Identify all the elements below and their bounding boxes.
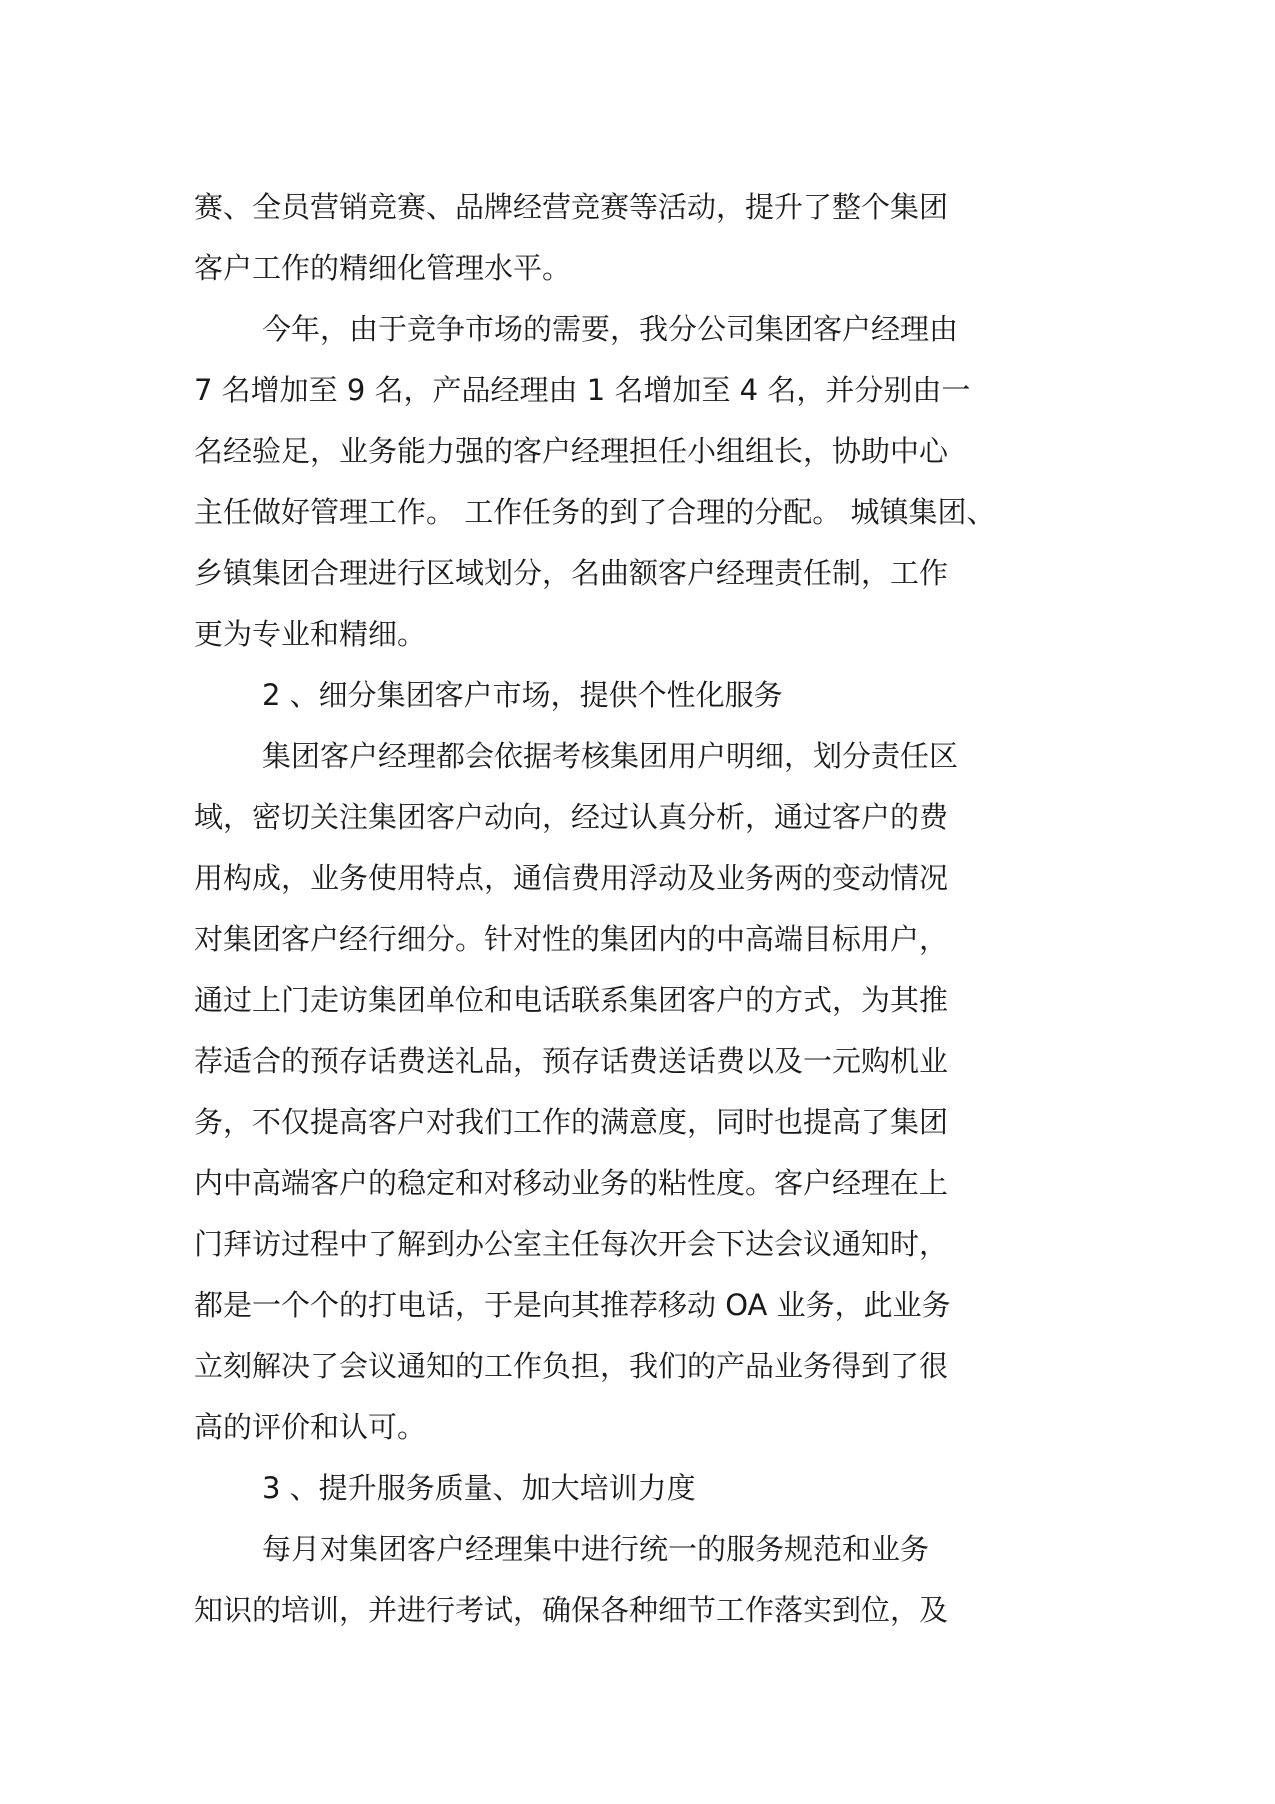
- text-line: 域，密切关注集团客户动向，经过认真分析，通过客户的费: [194, 800, 949, 834]
- text-line: 7 名增加至 9 名，产品经理由 1 名增加至 4 名，并分别由一: [194, 373, 971, 407]
- text-line: 知识的培训，并进行考试，确保各种细节工作落实到位，及: [194, 1593, 949, 1627]
- text-line: 赛、全员营销竞赛、品牌经营竞赛等活动，提升了整个集团: [194, 190, 949, 224]
- text-line: 主任做好管理工作。 工作任务的到了合理的分配。 城镇集团、: [194, 495, 996, 529]
- text-line: 门拜访过程中了解到办公室主任每次开会下达会议通知时，: [194, 1227, 949, 1261]
- text-line: 今年，由于竞争市场的需要，我分公司集团客户经理由: [262, 312, 959, 346]
- text-line: 集团客户经理都会依据考核集团用户明细，划分责任区: [262, 739, 959, 773]
- text-line: 乡镇集团合理进行区域划分，名曲额客户经理责任制，工作: [194, 556, 949, 590]
- text-line: 更为专业和精细。: [194, 617, 427, 651]
- text-line: 通过上门走访集团单位和电话联系集团客户的方式，为其推: [194, 983, 949, 1017]
- text-line: 高的评价和认可。: [194, 1410, 427, 1444]
- section-heading: 3 、提升服务质量、加大培训力度: [262, 1471, 696, 1505]
- text-line: 名经验足，业务能力强的客户经理担任小组组长，协助中心: [194, 434, 949, 468]
- section-heading: 2 、细分集团客户市场，提供个性化服务: [262, 678, 783, 712]
- text-line: 都是一个个的打电话，于是向其推荐移动 OA 业务，此业务: [194, 1288, 951, 1322]
- text-line: 立刻解决了会议通知的工作负担，我们的产品业务得到了很: [194, 1349, 949, 1383]
- text-line: 务，不仅提高客户对我们工作的满意度，同时也提高了集团: [194, 1105, 949, 1139]
- text-line: 荐适合的预存话费送礼品，预存话费送话费以及一元购机业: [194, 1044, 949, 1078]
- text-line: 每月对集团客户经理集中进行统一的服务规范和业务: [262, 1532, 930, 1566]
- text-line: 内中高端客户的稳定和对移动业务的粘性度。客户经理在上: [194, 1166, 949, 1200]
- text-line: 客户工作的精细化管理水平。: [194, 251, 572, 285]
- text-line: 对集团客户经行细分。针对性的集团内的中高端目标用户，: [194, 922, 949, 956]
- text-line: 用构成，业务使用特点，通信费用浮动及业务两的变动情况: [194, 861, 949, 895]
